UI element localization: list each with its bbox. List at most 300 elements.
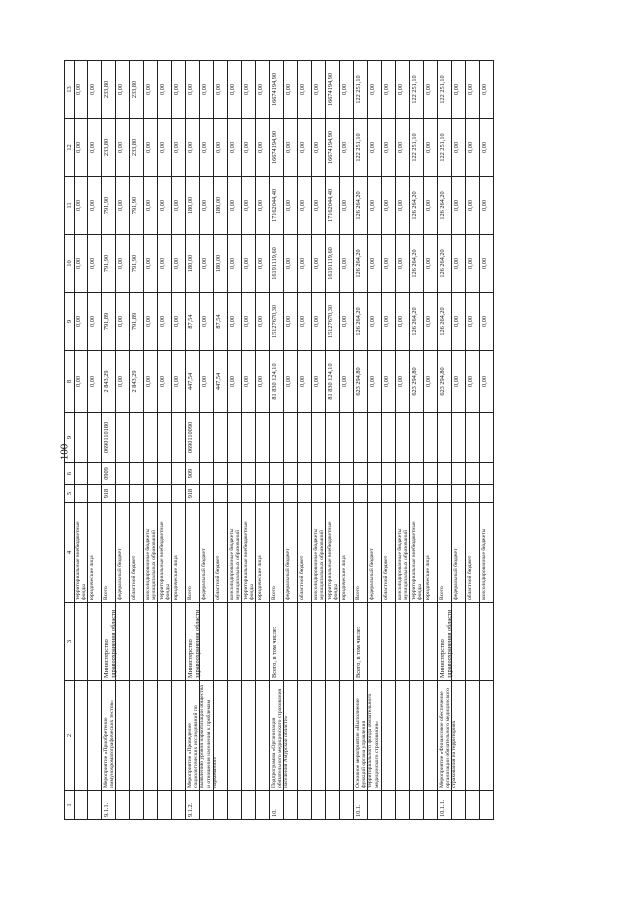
table-cell: 0,00 (382, 176, 396, 234)
table-cell: 180,00 (186, 176, 200, 234)
table-cell: 233,80 (102, 60, 116, 118)
table-cell (396, 602, 410, 680)
table-cell: Всего (102, 502, 116, 602)
table-cell: 0,00 (200, 292, 214, 350)
table-cell (242, 484, 256, 502)
budget-table (64, 60, 504, 820)
table-cell (368, 790, 382, 820)
table-cell: 0,00 (242, 292, 256, 350)
table-cell: 0,00 (466, 118, 480, 176)
table-cell (284, 602, 298, 680)
table-cell (158, 484, 172, 502)
table-cell: 0,00 (144, 176, 158, 234)
table-cell: 0,00 (480, 292, 494, 350)
table-cell: 0,00 (298, 118, 312, 176)
table-cell: 0,00 (228, 60, 242, 118)
table-cell (116, 680, 130, 790)
table-cell: федеральный бюджет (116, 502, 130, 602)
table-cell (200, 412, 214, 462)
header-cell: 10 (64, 234, 75, 292)
table-cell (354, 462, 368, 484)
table-cell: 0,00 (228, 234, 242, 292)
table-cell (298, 790, 312, 820)
table-cell: 126 264,20 (354, 176, 368, 234)
table-cell: 0,00 (284, 60, 298, 118)
table-cell: 0,00 (424, 118, 438, 176)
table-cell (200, 790, 214, 820)
table-cell: 17162044,40 (270, 176, 284, 234)
table-row (172, 60, 186, 820)
table-cell (88, 790, 102, 820)
table-row (214, 60, 228, 820)
table-cell: Всего, в том числе: (270, 602, 284, 680)
table-cell: 0,00 (368, 234, 382, 292)
table-cell: 0,00 (116, 118, 130, 176)
table-cell (144, 484, 158, 502)
table-cell: 0,00 (452, 60, 466, 118)
table-cell: 0,00 (298, 176, 312, 234)
table-cell: 122 251,10 (410, 118, 424, 176)
table-cell: 0,00 (382, 234, 396, 292)
table-cell (480, 412, 494, 462)
table-cell (214, 412, 228, 462)
table-cell: 0,00 (480, 60, 494, 118)
table-cell: 10.1.1. (438, 790, 452, 820)
table-cell (382, 484, 396, 502)
header-cell: 11 (64, 176, 75, 234)
table-row (102, 60, 116, 820)
table-cell: территориальные внебюджетные фонды (410, 502, 424, 602)
table-cell: 0,00 (242, 350, 256, 412)
table-cell (228, 602, 242, 680)
table-cell: 0,00 (74, 292, 88, 350)
table-cell: 122 251,10 (354, 118, 368, 176)
header-cell: 3 (64, 602, 75, 680)
table-cell (256, 484, 270, 502)
header-cell: 6 (64, 462, 75, 484)
table-cell: 0,00 (368, 118, 382, 176)
table-row (130, 60, 144, 820)
table-cell (298, 484, 312, 502)
table-row (466, 60, 480, 820)
table-cell: 0,00 (200, 176, 214, 234)
table-cell (466, 790, 480, 820)
table-cell: 87,54 (214, 292, 228, 350)
table-cell (396, 412, 410, 462)
table-row (256, 60, 270, 820)
table-cell: 0,00 (382, 118, 396, 176)
table-cell (214, 602, 228, 680)
table-cell: Всего, в том числе: (354, 602, 368, 680)
table-cell (130, 412, 144, 462)
table-cell (466, 412, 480, 462)
table-row (410, 60, 424, 820)
table-cell (242, 462, 256, 484)
table-cell (130, 790, 144, 820)
header-cell: 13 (64, 60, 75, 118)
table-row (368, 60, 382, 820)
table-cell: 0,00 (88, 350, 102, 412)
table-cell: 918 (186, 484, 200, 502)
table-cell: 16191119,60 (270, 234, 284, 292)
table-cell: 791,90 (130, 234, 144, 292)
table-cell: 0,00 (424, 234, 438, 292)
table-cell: 0,00 (466, 350, 480, 412)
table-cell: 0,00 (396, 350, 410, 412)
header-cell: 12 (64, 118, 75, 176)
table-cell (88, 602, 102, 680)
table-cell: 0,00 (480, 118, 494, 176)
table-cell: 0,00 (200, 350, 214, 412)
table-cell: 0,00 (88, 118, 102, 176)
table-cell: 122 251,10 (354, 60, 368, 118)
table-cell: Мероприятие «Финансовое обеспечение организации обязательного медицинского страхования на территориях (438, 680, 452, 790)
table-cell (200, 462, 214, 484)
table-cell: юридические лица (256, 502, 270, 602)
table-cell: 0,00 (382, 60, 396, 118)
table-cell: 0,00 (396, 292, 410, 350)
table-cell (312, 602, 326, 680)
table-cell: 0,00 (396, 118, 410, 176)
table-cell: 0,00 (88, 176, 102, 234)
table-cell (466, 602, 480, 680)
table-cell (298, 602, 312, 680)
table-cell (116, 484, 130, 502)
table-cell (172, 462, 186, 484)
table-cell (116, 790, 130, 820)
table-cell (172, 680, 186, 790)
table-cell (130, 462, 144, 484)
table-cell: 0,00 (172, 60, 186, 118)
table-cell: 0,00 (158, 118, 172, 176)
table-cell: юридические лица (424, 502, 438, 602)
table-cell (340, 412, 354, 462)
table-cell (312, 412, 326, 462)
table-cell (214, 680, 228, 790)
table-cell: 0,00 (424, 60, 438, 118)
table-cell (144, 412, 158, 462)
header-cell: 8 (64, 350, 75, 412)
table-cell (368, 602, 382, 680)
table-cell (284, 484, 298, 502)
table-cell: федеральный бюджет (368, 502, 382, 602)
table-cell: 0,00 (298, 234, 312, 292)
table-cell: областной бюджет (382, 502, 396, 602)
table-cell: 0,00 (228, 350, 242, 412)
table-cell: 0,00 (480, 350, 494, 412)
table-cell (326, 484, 340, 502)
table-cell: 0,00 (158, 292, 172, 350)
table-cell (242, 412, 256, 462)
table-cell: 909 (186, 462, 200, 484)
table-cell: 0,00 (256, 292, 270, 350)
table-cell: 0,00 (74, 234, 88, 292)
table-cell: 791,90 (102, 234, 116, 292)
table-cell (200, 602, 214, 680)
header-cell: 2 (64, 680, 75, 790)
table-cell (452, 602, 466, 680)
table-cell: 0,00 (340, 176, 354, 234)
table-cell (452, 412, 466, 462)
table-cell: 0,00 (382, 292, 396, 350)
table-cell: 0,00 (256, 118, 270, 176)
table-cell (158, 602, 172, 680)
table-cell: 0,00 (172, 292, 186, 350)
table-cell (368, 462, 382, 484)
table-cell (466, 462, 480, 484)
table-cell: 2 843,29 (102, 350, 116, 412)
table-cell: 0,00 (242, 176, 256, 234)
table-row (424, 60, 438, 820)
table-row (396, 60, 410, 820)
table-cell: 9.1.1. (102, 790, 116, 820)
table-cell: 0,00 (88, 234, 102, 292)
table-cell: 0,00 (116, 350, 130, 412)
table-row (200, 60, 214, 820)
table-cell: 0,00 (74, 176, 88, 234)
page-number: 100 (58, 443, 71, 461)
table-cell: 0,00 (298, 350, 312, 412)
table-cell (172, 790, 186, 820)
table-cell: 180,00 (214, 176, 228, 234)
table-cell: 0,00 (158, 60, 172, 118)
table-cell (382, 790, 396, 820)
table-cell: 0,00 (480, 176, 494, 234)
table-cell: 0,00 (214, 60, 228, 118)
header-cell: 9 (64, 412, 75, 462)
table-row (284, 60, 298, 820)
table-cell (326, 680, 340, 790)
table-cell (144, 462, 158, 484)
table-cell: 0,00 (74, 60, 88, 118)
table-cell: 10.1. (354, 790, 368, 820)
table-cell (326, 412, 340, 462)
table-cell: 0690110090 (186, 412, 200, 462)
table-cell: 0,00 (256, 60, 270, 118)
table-cell: 0,00 (172, 176, 186, 234)
table-cell (466, 680, 480, 790)
table-cell: 0,00 (312, 60, 326, 118)
table-cell: консолидированные бюджеты (480, 502, 494, 602)
table-cell: Министерство здравоохранения области (438, 602, 452, 680)
table-cell: 0,00 (284, 292, 298, 350)
table-cell (312, 790, 326, 820)
table-row (74, 60, 88, 820)
table-cell: территориальные внебюджетные фонды (326, 502, 340, 602)
table-cell: 0,00 (298, 60, 312, 118)
table-row (452, 60, 466, 820)
table-cell: 126 264,20 (410, 176, 424, 234)
table-cell (340, 680, 354, 790)
table-cell (214, 462, 228, 484)
table-cell (298, 462, 312, 484)
table-row (382, 60, 396, 820)
table-cell: 122 251,10 (410, 60, 424, 118)
table-cell: 0,00 (452, 176, 466, 234)
table-cell (452, 680, 466, 790)
table-cell: 0,00 (200, 118, 214, 176)
table-cell: 0,00 (340, 234, 354, 292)
table-cell: 10. (270, 790, 284, 820)
table-cell: 9.1.2. (186, 790, 200, 820)
table-cell (172, 484, 186, 502)
table-cell: Мероприятие «Приобретение иммунохроматографических тестов» (102, 680, 116, 790)
table-row (242, 60, 256, 820)
table-cell: 0690110180 (102, 412, 116, 462)
table-cell: 918 (102, 484, 116, 502)
table-cell (438, 462, 452, 484)
table-cell (130, 602, 144, 680)
table-cell: 16674194,90 (270, 118, 284, 176)
table-cell (158, 790, 172, 820)
table-cell: 0,00 (382, 350, 396, 412)
header-cell: 4 (64, 502, 75, 602)
table-cell: 0,00 (424, 350, 438, 412)
table-cell (88, 462, 102, 484)
table-cell (354, 412, 368, 462)
table-cell: 0,00 (256, 350, 270, 412)
table-cell: 0,00 (480, 234, 494, 292)
budget-table-sheet (64, 60, 504, 820)
table-cell (270, 484, 284, 502)
table-cell (340, 484, 354, 502)
table-cell: 0,00 (424, 292, 438, 350)
table-cell: 0,00 (186, 118, 200, 176)
table-cell (480, 602, 494, 680)
table-cell (438, 484, 452, 502)
table-row (88, 60, 102, 820)
table-cell: 0,00 (312, 234, 326, 292)
table-cell: 0,00 (144, 60, 158, 118)
table-cell (242, 602, 256, 680)
table-cell (340, 462, 354, 484)
table-cell: 0,00 (116, 234, 130, 292)
table-cell (116, 412, 130, 462)
table-cell: 623 294,80 (438, 350, 452, 412)
table-cell: Подпрограмма «Организация обязательного медицинского страхования населения Амурской области» (270, 680, 284, 790)
table-cell (452, 484, 466, 502)
table-cell (284, 412, 298, 462)
table-cell (368, 412, 382, 462)
table-cell (116, 602, 130, 680)
table-cell: 0,00 (312, 176, 326, 234)
table-cell: 0,00 (284, 350, 298, 412)
table-cell (326, 602, 340, 680)
table-cell: 0,00 (200, 234, 214, 292)
table-cell: 623 294,80 (410, 350, 424, 412)
table-cell (228, 412, 242, 462)
table-cell: 233,80 (102, 118, 116, 176)
table-cell: 791,89 (102, 292, 116, 350)
table-cell (410, 602, 424, 680)
table-cell: 0,00 (144, 292, 158, 350)
table-cell: 623 294,80 (354, 350, 368, 412)
table-cell (200, 680, 214, 790)
table-cell: 0,00 (144, 118, 158, 176)
table-row (298, 60, 312, 820)
table-cell: Всего (270, 502, 284, 602)
table-cell (438, 412, 452, 462)
table-cell (480, 484, 494, 502)
table-cell (312, 462, 326, 484)
table-cell: 122 251,10 (438, 118, 452, 176)
table-cell: 16674194,90 (326, 60, 340, 118)
table-cell: 0,00 (340, 292, 354, 350)
table-cell (270, 412, 284, 462)
table-cell (340, 790, 354, 820)
table-cell: 0,00 (284, 176, 298, 234)
table-cell: 16674194,90 (270, 60, 284, 118)
table-cell (74, 412, 88, 462)
table-cell: 0,00 (466, 176, 480, 234)
table-cell: федеральный бюджет (200, 502, 214, 602)
table-cell (452, 790, 466, 820)
table-cell (424, 484, 438, 502)
table-cell (410, 790, 424, 820)
header-cell: 5 (64, 484, 75, 502)
table-cell (326, 790, 340, 820)
table-cell: 16191119,60 (326, 234, 340, 292)
table-cell: Всего (186, 502, 200, 602)
table-cell (480, 462, 494, 484)
table-row (312, 60, 326, 820)
table-cell: 126 264,20 (354, 292, 368, 350)
table-cell: 0,00 (116, 60, 130, 118)
table-cell (284, 790, 298, 820)
table-cell: 0,00 (228, 292, 242, 350)
table-cell (270, 462, 284, 484)
table-cell: 0,00 (74, 118, 88, 176)
table-cell (284, 462, 298, 484)
table-cell (424, 790, 438, 820)
table-cell: 0,00 (396, 60, 410, 118)
table-cell (200, 484, 214, 502)
table-row (144, 60, 158, 820)
table-cell: областной бюджет (298, 502, 312, 602)
table-cell (396, 680, 410, 790)
table-cell: 0,00 (158, 176, 172, 234)
table-cell: 0,00 (242, 118, 256, 176)
table-cell: Министерство здравоохранения области (102, 602, 116, 680)
table-cell (74, 790, 88, 820)
table-cell: 122 251,10 (438, 60, 452, 118)
table-cell (284, 680, 298, 790)
table-cell (396, 484, 410, 502)
table-cell: Министерство здравоохранения области (186, 602, 200, 680)
table-cell (74, 484, 88, 502)
table-cell: территориальные внебюджетные фонды (158, 502, 172, 602)
header-cell: 9 (64, 292, 75, 350)
table-cell: 0,00 (368, 60, 382, 118)
table-cell: Основное мероприятие «Выполнение функций органа управления территориального фонда обязательного медицинского страхования» (354, 680, 368, 790)
table-cell (74, 680, 88, 790)
table-cell: 0,00 (158, 234, 172, 292)
table-cell (382, 680, 396, 790)
header-cell: 1 (64, 790, 75, 820)
table-row (480, 60, 494, 820)
table-cell (368, 484, 382, 502)
table-cell (452, 462, 466, 484)
table-cell: 0,00 (312, 350, 326, 412)
table-cell (410, 680, 424, 790)
table-cell: 0,00 (368, 350, 382, 412)
table-cell (172, 412, 186, 462)
table-cell (396, 462, 410, 484)
table-cell: юридические лица (340, 502, 354, 602)
table-cell: 0,00 (284, 234, 298, 292)
table-cell: 0,00 (466, 60, 480, 118)
table-cell: 791,90 (102, 176, 116, 234)
